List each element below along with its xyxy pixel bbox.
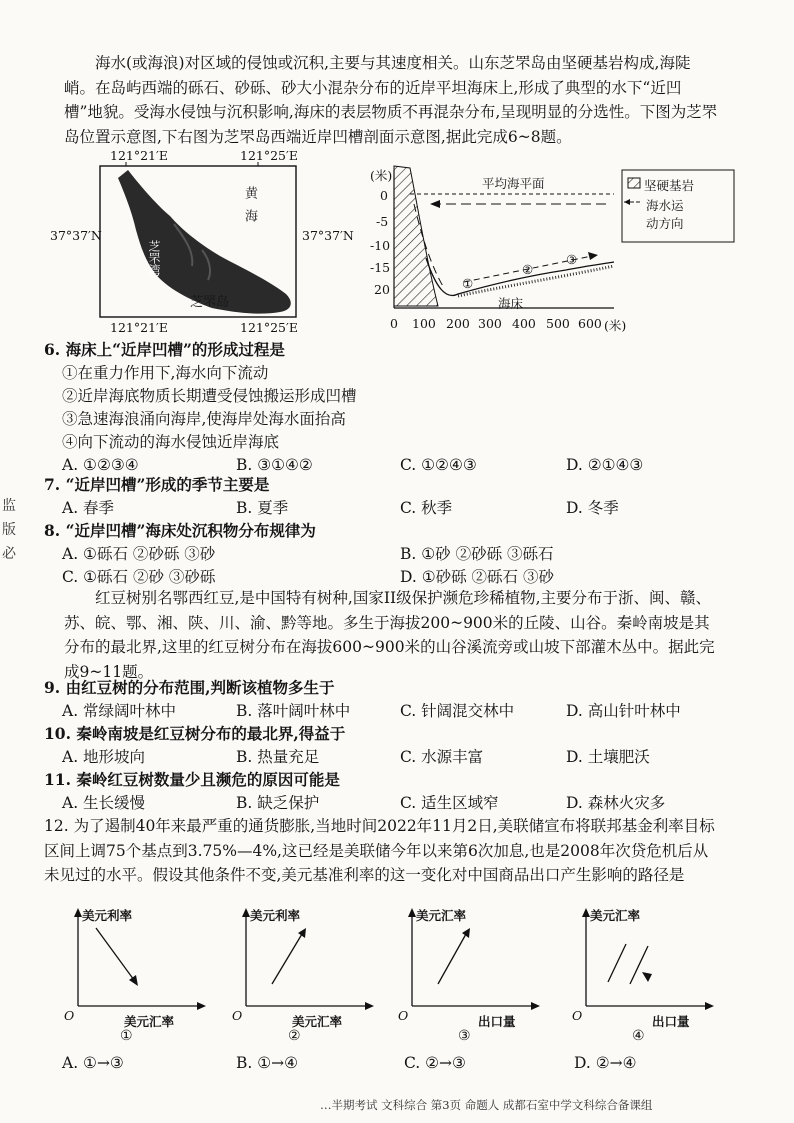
intro-passage-1: 海水(或海浪)对区域的侵蚀或沉积,主要与其速度相关。山东芝罘岛由坚硬基岩构成,海陡峭。在岛屿西端的砾石、砂砾、砂大小混杂分布的近岸平坦海床上,形成了典型的水下“近凹槽”地貌。受海水侵蚀与沉积影响,海床的表层物质不再混杂分布,呈现明显的分选性。下图为芝罘岛位置示意图,下右图为芝罘岛西端近岸凹槽剖面示意图,据此完成6~8题。 xyxy=(64,54,718,146)
profile-x-tick-4: 400 xyxy=(512,316,536,331)
profile-x-tick-3: 300 xyxy=(478,316,502,331)
q8-option-b[interactable]: B. ①砂 ②砂砾 ③砾石 xyxy=(400,545,554,563)
profile-y-tick-2: -10 xyxy=(370,238,391,253)
q8-option-a[interactable]: A. ①砾石 ②砂砾 ③砂 xyxy=(62,545,216,563)
profile-x-tick-1: 100 xyxy=(412,316,436,331)
q9-stem: 9. 由红豆树的分布范围,判断该植物多生于 xyxy=(44,678,335,697)
profile-y-unit: (米) xyxy=(370,168,393,183)
q12-stem: 12. 为了遏制40年来最严重的通货膨胀,当地时间2022年11月2日,美联储宣布将联邦基金利率目标区间上调75个基点到3.75%—4%,这已经是美联储今年以来第6次加息,也是2008年次贷危机后从未见过的水平。假设其他条件不变,美元基准利率的这一变化对中国商品出口产生影响的路径是 xyxy=(44,817,715,884)
q12-graph-2-y-label: 美元利率 xyxy=(250,908,301,923)
profile-x-tick-5: 500 xyxy=(546,316,570,331)
q12-graph-4-y-label: 美元汇率 xyxy=(590,908,641,923)
q11-option-a[interactable]: A. 生长缓慢 xyxy=(62,794,146,812)
q9-option-c[interactable]: C. 针阔混交林中 xyxy=(400,702,515,720)
map-sea-label: 黄海 xyxy=(242,186,257,232)
q11-option-c[interactable]: C. 适生区域窄 xyxy=(400,794,499,812)
q12-graph-2 xyxy=(228,904,388,1044)
profile-zone-3: ③ xyxy=(566,252,578,267)
profile-seabed-label: 海床 xyxy=(498,296,524,311)
q12-graph-3-y-label: 美元汇率 xyxy=(416,908,467,923)
profile-y-tick-3: -15 xyxy=(370,260,391,275)
q10-option-c[interactable]: C. 水源丰富 xyxy=(400,748,484,766)
map-left-latitude: 37°37′N xyxy=(50,228,102,243)
q12-option-a[interactable]: A. ①→③ xyxy=(62,1054,124,1072)
q12-graph-1-x-label: 美元汇率 xyxy=(124,1014,175,1029)
q8-stem: 8. “近岸凹槽”海床处沉积物分布规律为 xyxy=(44,521,316,540)
q12-graph-4-origin: O xyxy=(572,1008,583,1023)
map-top-left-longitude: 121°21′E xyxy=(110,148,168,163)
location-map xyxy=(50,148,362,338)
q11-stem: 11. 秦岭红豆树数量少且濒危的原因可能是 xyxy=(44,770,340,789)
q9-option-d[interactable]: D. 高山针叶林中 xyxy=(566,702,681,720)
q12-graph-3-x-label: 出口量 xyxy=(478,1014,516,1029)
profile-x-tick-2: 200 xyxy=(446,316,470,331)
profile-x-unit: (米) xyxy=(604,318,627,333)
q12-graph-1-origin: O xyxy=(64,1008,75,1023)
q11-option-b[interactable]: B. 缺乏保护 xyxy=(236,794,320,812)
map-top-right-longitude: 121°25′E xyxy=(240,148,298,163)
q8-option-d[interactable]: D. ①砂砾 ②砾石 ③砂 xyxy=(400,568,554,586)
q10-option-a[interactable]: A. 地形坡向 xyxy=(62,748,146,766)
q7-stem: 7. “近岸凹槽”形成的季节主要是 xyxy=(44,475,270,494)
seabed-line xyxy=(426,258,614,296)
q12-graph-2-origin: O xyxy=(232,1008,243,1023)
q7-option-a[interactable]: A. 春季 xyxy=(62,499,115,517)
q12-graphs xyxy=(60,904,740,1044)
q12-graph-3-number: ③ xyxy=(458,1028,471,1044)
margin-note: 监 版 必 xyxy=(2,498,16,562)
page-footer: …半期考试 文科综合 第3页 命题人 成都石室中学文科综合备课组 xyxy=(320,1098,653,1112)
profile-y-tick-1: -5 xyxy=(376,214,389,229)
profile-zone-2: ② xyxy=(522,262,534,277)
q12-option-c[interactable]: C. ②→③ xyxy=(404,1054,466,1072)
legend-rock-label: 坚硬基岩 xyxy=(644,178,695,193)
q12-graph-3 xyxy=(394,904,564,1044)
q12-graph-2-x-label: 美元汇率 xyxy=(292,1014,343,1029)
map-bottom-right-longitude: 121°25′E xyxy=(240,320,298,335)
q12-graph-2-number: ② xyxy=(288,1028,301,1044)
q9-option-a[interactable]: A. 常绿阔叶林中 xyxy=(62,702,177,720)
q7-option-b[interactable]: B. 夏季 xyxy=(236,499,289,517)
profile-sea-level-label: 平均海平面 xyxy=(482,176,545,191)
profile-y-tick-4: 20 xyxy=(374,282,390,297)
q6-option-b[interactable]: B. ③①④② xyxy=(236,456,313,474)
q12-option-b[interactable]: B. ①→④ xyxy=(236,1054,299,1072)
map-bay-label: 芝罘湾 xyxy=(147,240,161,276)
legend-flow-label-2: 动方向 xyxy=(646,216,684,231)
q6-item-3: ③急速海浪涌向海岸,使海岸处海水面抬高 xyxy=(62,410,346,428)
q6-option-c[interactable]: C. ①②④③ xyxy=(400,456,477,474)
q11-option-d[interactable]: D. 森林火灾多 xyxy=(566,794,666,812)
profile-x-tick-0: 0 xyxy=(390,316,398,331)
profile-zone-1: ① xyxy=(462,276,474,291)
q12-graph-3-origin: O xyxy=(398,1008,409,1023)
q6-item-4: ④向下流动的海水侵蚀近岸海底 xyxy=(62,433,280,451)
q6-item-1: ①在重力作用下,海水向下流动 xyxy=(62,364,269,382)
q12-graph-4-number: ④ xyxy=(632,1028,645,1044)
seabed-profile-diagram xyxy=(366,148,736,338)
q12-graph-4 xyxy=(568,904,738,1044)
q12-graph-4-x-label: 出口量 xyxy=(652,1014,690,1029)
q12-graph-1 xyxy=(60,904,220,1044)
map-right-latitude: 37°37′N xyxy=(302,228,354,243)
q7-option-c[interactable]: C. 秋季 xyxy=(400,499,453,517)
intro-passage-2: 红豆树别名鄂西红豆,是中国特有树种,国家II级保护濒危珍稀植物,主要分布于浙、闽、赣、苏、皖、鄂、湘、陕、川、渝、黔等地。多生于海拔200~900米的丘陵、山谷。秦岭南坡是其分布的最北界,这里的红豆树分布在海拔600~900米的山谷溪流旁或山坡下部灌木丛中。据此完成9~11题。 xyxy=(64,589,715,681)
q6-option-d[interactable]: D. ②①④③ xyxy=(566,456,644,474)
map-bottom-left-longitude: 121°21′E xyxy=(110,320,168,335)
q10-option-d[interactable]: D. 土壤肥沃 xyxy=(566,748,650,766)
q10-option-b[interactable]: B. 热量充足 xyxy=(236,748,320,766)
map-island-label: 芝罘岛 xyxy=(190,295,230,310)
q6-stem: 6. 海床上“近岸凹槽”的形成过程是 xyxy=(44,340,285,359)
q8-option-c[interactable]: C. ①砾石 ②砂 ③砂砾 xyxy=(62,568,216,586)
profile-x-tick-6: 600 xyxy=(578,316,602,331)
q6-option-a[interactable]: A. ①②③④ xyxy=(62,456,139,474)
q12-graph-1-number: ① xyxy=(120,1028,133,1044)
q10-stem: 10. 秦岭南坡是红豆树分布的最北界,得益于 xyxy=(44,724,346,743)
profile-y-tick-0: 0 xyxy=(380,188,388,203)
q12-option-d[interactable]: D. ②→④ xyxy=(574,1054,637,1072)
legend-flow-label-1: 海水运 xyxy=(646,198,684,213)
q6-item-2: ②近岸海底物质长期遭受侵蚀搬运形成凹槽 xyxy=(62,387,357,405)
q7-option-d[interactable]: D. 冬季 xyxy=(566,499,619,517)
q12-graph-1-y-label: 美元利率 xyxy=(82,908,133,923)
q9-option-b[interactable]: B. 落叶阔叶林中 xyxy=(236,702,351,720)
